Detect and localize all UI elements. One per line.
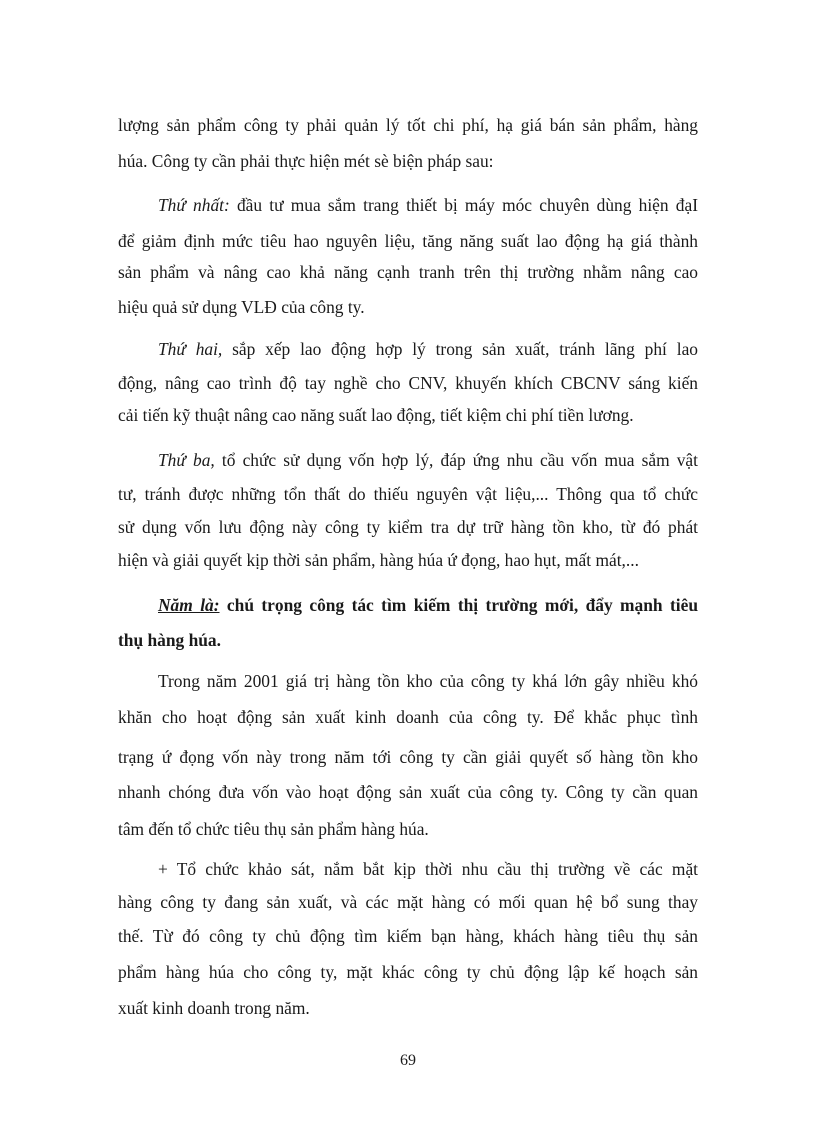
paragraph-5-line-2: hàng công ty đang sản xuất, và các mặt hàng có mối quan hệ bổ sung thay (118, 892, 698, 912)
paragraph-2-lead: Thứ hai, (158, 339, 223, 359)
paragraph-2-line-2: động, nâng cao trình độ tay nghề cho CNV, khuyến khích CBCNV sáng kiến (118, 373, 698, 393)
paragraph-1-line-3: sản phẩm và nâng cao khả năng cạnh tranh trên thị trường nhằm nâng cao (118, 262, 698, 282)
page-number: 69 (400, 1052, 416, 1069)
paragraph-0-line-2: húa. Công ty cần phải thực hiện mét sè biện pháp sau: (118, 151, 494, 171)
paragraph-4-line-1: Trong năm 2001 giá trị hàng tồn kho của công ty khá lớn gây nhiều khó (158, 671, 698, 691)
paragraph-4-line-5: tâm đến tổ chức tiêu thụ sản phẩm hàng húa. (118, 819, 429, 839)
paragraph-5-line-3: thế. Từ đó công ty chủ động tìm kiếm bạn hàng, khách hàng tiêu thụ sản (118, 926, 698, 946)
paragraph-2-line-3: cải tiến kỹ thuật nâng cao năng suất lao động, tiết kiệm chi phí tiền lương. (118, 405, 634, 425)
section-heading-line-1-text: chú trọng công tác tìm kiếm thị trường mới, đẩy mạnh tiêu (219, 595, 698, 615)
paragraph-1-line-1 (158, 194, 698, 216)
paragraph-1-lead: Thứ nhất: (158, 195, 230, 215)
paragraph-5-line-1: + Tổ chức khảo sát, nắm bắt kịp thời nhu cầu thị trường về các mặt (158, 859, 698, 879)
paragraph-1-line-1-text: đầu tư mua sắm trang thiết bị máy móc chuyên dùng hiện đạI (229, 195, 698, 215)
paragraph-3-line-3: sử dụng vốn lưu động này công ty kiểm tra dự trữ hàng tồn kho, từ đó phát (118, 517, 698, 537)
paragraph-3-lead: Thứ ba, (158, 450, 215, 470)
paragraph-4-line-4: nhanh chóng đưa vốn vào hoạt động sản xuất của công ty. Công ty cần quan (118, 782, 698, 802)
paragraph-1-line-2: để giảm định mức tiêu hao nguyên liệu, tăng năng suất lao động hạ giá thành (118, 231, 698, 251)
paragraph-0-line-1: lượng sản phẩm công ty phải quản lý tốt chi phí, hạ giá bán sản phẩm, hàng (118, 115, 698, 135)
paragraph-5-line-4: phẩm hàng húa cho công ty, mặt khác công ty chủ động lập kế hoạch sản (118, 962, 698, 982)
paragraph-5-line-5: xuất kinh doanh trong năm. (118, 998, 310, 1018)
paragraph-3-line-1 (158, 449, 698, 471)
paragraph-4-line-3: trạng ứ đọng vốn này trong năm tới công ty cần giải quyết số hàng tồn kho (118, 747, 698, 767)
section-heading-line-2: thụ hàng húa. (118, 630, 221, 650)
paragraph-1-line-4: hiệu quả sử dụng VLĐ của công ty. (118, 297, 365, 317)
section-heading-lead: Năm là: (158, 595, 220, 615)
paragraph-3-line-4: hiện và giải quyết kịp thời sản phẩm, hàng húa ứ đọng, hao hụt, mất mát,... (118, 550, 639, 570)
paragraph-2-line-1-text: sắp xếp lao động hợp lý trong sản xuất, tránh lãng phí lao (222, 339, 698, 359)
paragraph-3-line-2: tư, tránh được những tổn thất do thiếu nguyên vật liệu,... Thông qua tổ chức (118, 484, 698, 504)
section-heading-line-1 (158, 594, 698, 616)
paragraph-3-line-1-text: tổ chức sử dụng vốn hợp lý, đáp ứng nhu cầu vốn mua sắm vật (214, 450, 698, 470)
paragraph-2-line-1 (158, 338, 698, 360)
paragraph-4-line-2: khăn cho hoạt động sản xuất kinh doanh của công ty. Để khắc phục tình (118, 707, 698, 727)
